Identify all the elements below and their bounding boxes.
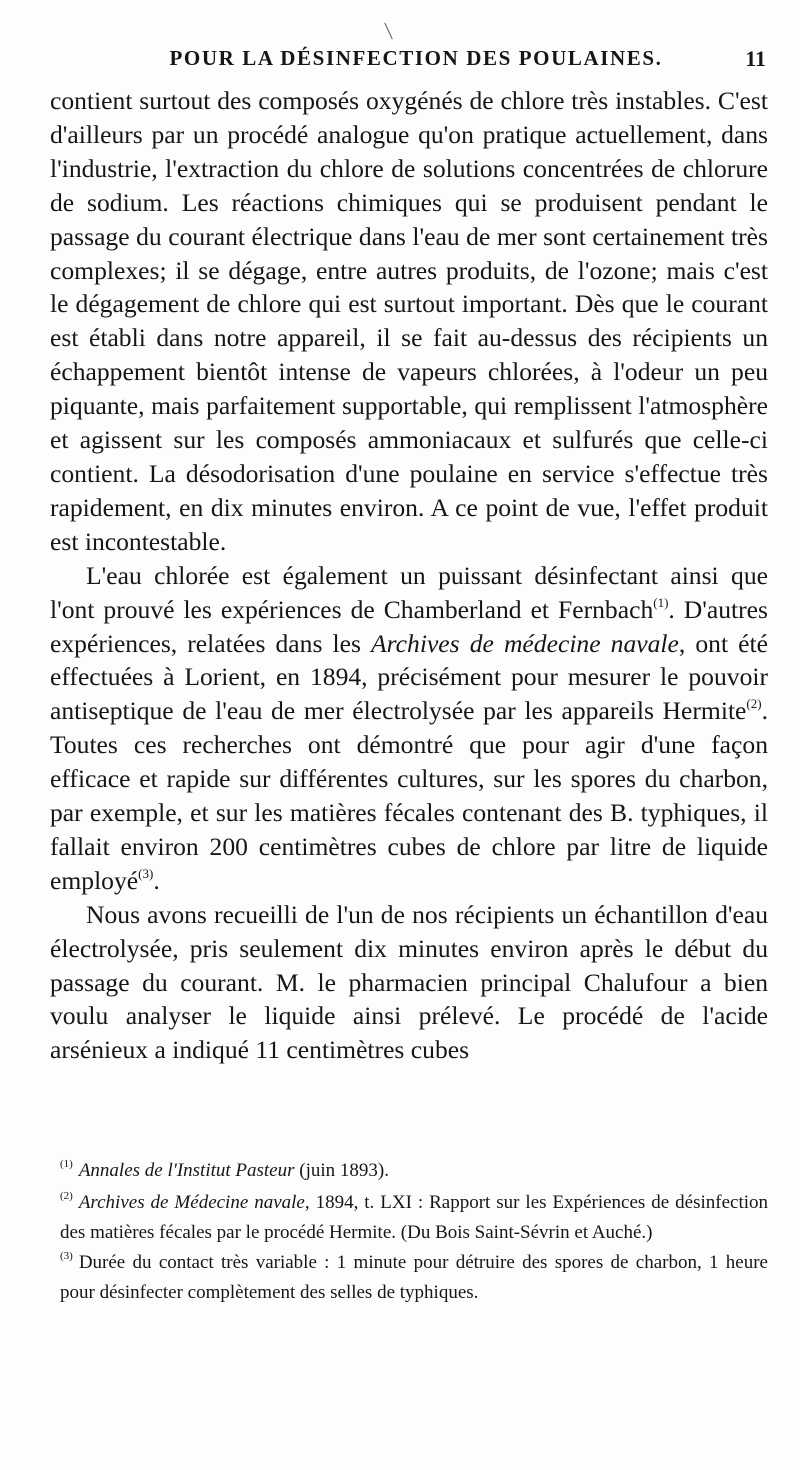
paragraph-2-part-e: .	[153, 865, 160, 895]
paragraph-2-part-d: . Toutes ces recherches ont démontré que pour agir d'une façon efficace et rapide sur différentes cultures, sur les spores du charbon, par exemple, et sur les matières fécales contenant des B. typhiques, il fallait environ 200 centimètres cubes de chlore par litre de liquide employé	[50, 696, 768, 895]
footnote-text: (juin 1893).	[294, 1160, 389, 1181]
page-header	[60, 46, 772, 80]
footnote-mark: (2)	[60, 1190, 73, 1202]
footnote-text: , 1894, t. LXI : Rapport sur les Expériences de désinfection des matières fécales par le procédé Hermite. (Du Bois Saint-Sévrin et Auché.)	[60, 1192, 768, 1243]
paragraph-1: contient surtout des composés oxygénés de chlore très instables. C'est d'ailleurs par un procédé analogue qu'on pratique actuellement, dans l'industrie, l'extraction du chlore de solutions concentrées de chlorure de sodium. Les réactions chimiques qui se produisent pendant le passage du courant électrique dans l'eau de mer sont certainement très complexes; il se dégage, entre autres produits, de l'ozone; mais c'est le dégagement de chlore qui est surtout important. Dès que le courant est établi dans notre appareil, il se fait au-dessus des récipients un échappement bientôt intense de vapeurs chlorées, à l'odeur un peu piquante, mais parfaitement supportable, qui remplissent l'atmosphère et agissent sur les composés ammoniacaux et sulfurés que celle-ci contient. La désodorisation d'une poulaine en service s'effectue très rapidement, en dix minutes environ. A ce point de vue, l'effet produit est incontestable.	[50, 86, 768, 556]
footnote-2	[60, 1189, 768, 1247]
footnote-3	[60, 1249, 768, 1307]
footnote-ref-2: (2)	[746, 696, 762, 712]
journal-title: Archives de médecine navale	[371, 628, 679, 658]
paragraph-2-part-a: L'eau chlorée est également un puissant désinfectant ainsi que l'ont prouvé les expériences de Chamberland et Fernbach	[50, 560, 768, 624]
paragraph-3: Nous avons recueilli de l'un de nos récipients un échantillon d'eau électrolysée, pris seulement dix minutes environ après le début du passage du courant. M. le pharmacien principal Chalufour a bien voulu analyser le liquide ainsi prélevé. Le procédé de l'acide arsénieux a indiqué 11 centimètres cubes	[50, 899, 768, 1065]
page-number: 11	[745, 46, 766, 71]
footnote-ref-1: (1)	[653, 594, 669, 610]
footnote-source-title: Archives de Médecine navale	[78, 1192, 305, 1213]
paragraph-2-part-c: , ont été effectuées à Lorient, en 1894, précisément pour mesurer le pouvoir antiseptique de l'eau de mer électrolysée par les appareils Hermite	[50, 628, 768, 726]
footnote-text: Durée du contact très variable : 1 minute pour détruire des spores de charbon, 1 heure pour désinfecter complètement des selles de typhiques.	[60, 1252, 768, 1303]
footnote-mark: (1)	[60, 1158, 73, 1170]
body-text	[50, 84, 768, 1067]
footnote-1	[60, 1157, 768, 1187]
print-mark	[384, 23, 393, 40]
paragraph-2	[50, 559, 768, 898]
footnotes	[60, 1157, 768, 1309]
paragraph-2-part-b: . D'autres expériences, relatées dans les	[50, 594, 768, 658]
footnote-mark: (3)	[60, 1250, 73, 1262]
footnote-source-title: Annales de l'Institut Pasteur	[78, 1160, 295, 1181]
running-title: POUR LA DÉSINFECTION DES POULAINES.	[169, 46, 663, 70]
footnote-ref-3: (3)	[138, 865, 154, 881]
